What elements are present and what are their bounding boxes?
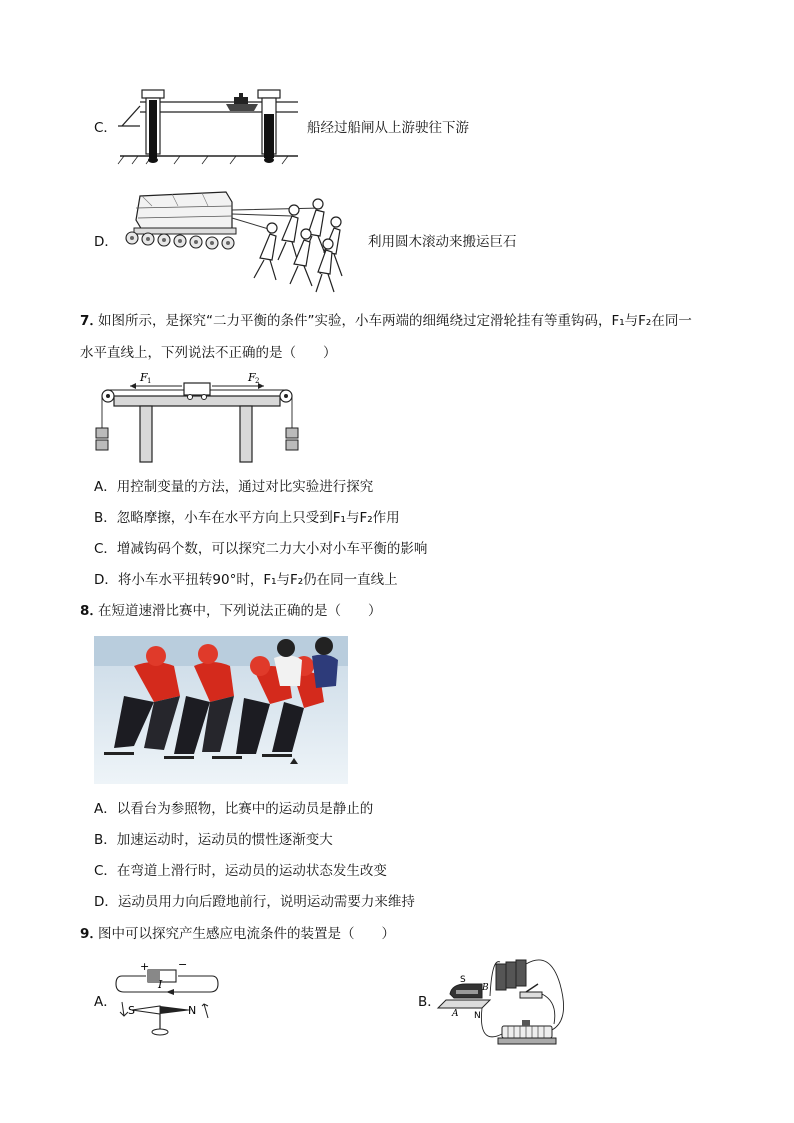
question-7-option-d: D．将小车水平扭转90°时，F₁与F₂仍在同一直线上 <box>94 572 398 588</box>
ship-lock-figure <box>118 84 304 170</box>
magnet-n-label: N <box>474 1011 481 1021</box>
question-8-option-d: D．运动员用力向后蹬地前行，说明运动需要力来维持 <box>94 894 415 910</box>
question-8-option-c: C．在弯道上滑行时，运动员的运动状态发生改变 <box>94 863 387 879</box>
force-balance-figure <box>92 372 304 464</box>
question-7-stem-line2: 水平直线上，下列说法不正确的是（ ） <box>80 345 337 361</box>
question-7-number: 7． <box>80 313 103 329</box>
question-7-option-b: B．忽略摩擦，小车在水平方向上只受到F₁与F₂作用 <box>94 510 400 526</box>
rolling-logs-figure <box>122 188 368 296</box>
question-7-option-c: C．增减钩码个数，可以探究二力大小对小车平衡的影响 <box>94 541 428 557</box>
magnet-s-label: S <box>460 975 466 985</box>
motor-experiment-figure <box>438 954 572 1050</box>
oersted-experiment-figure <box>116 958 220 1038</box>
option-d-caption: 利用圆木滚动来搬运巨石 <box>368 234 517 250</box>
question-9-stem: 图中可以探究产生感应电流条件的装置是（ ） <box>98 926 395 942</box>
question-8-option-b: B．加速运动时，运动员的惯性逐渐变大 <box>94 832 333 848</box>
compass-n-label: N <box>188 1004 197 1017</box>
question-9-option-b-label: B． <box>418 994 441 1010</box>
compass-s-label: S <box>128 1004 135 1017</box>
option-c-label: C． <box>94 120 117 136</box>
question-8-stem: 在短道速滑比赛中，下列说法正确的是（ ） <box>98 603 382 619</box>
option-c-caption: 船经过船闸从上游驶往下游 <box>307 120 469 136</box>
question-8-number: 8． <box>80 603 103 619</box>
question-9-number: 9． <box>80 926 103 942</box>
question-9-option-a-label: A． <box>94 994 117 1010</box>
speed-skating-photo <box>94 636 348 784</box>
force-f1-subscript: 1 <box>147 377 152 385</box>
battery-minus-label: − <box>178 958 188 971</box>
force-f2-subscript: 2 <box>255 377 260 385</box>
rod-b-label: B <box>482 983 489 993</box>
current-label: I <box>158 978 163 991</box>
battery-plus-label: + <box>140 960 150 973</box>
force-f2-label: F <box>248 371 256 384</box>
question-8-option-a: A．以看台为参照物，比赛中的运动员是静止的 <box>94 801 374 817</box>
question-7-option-a: A．用控制变量的方法，通过对比实验进行探究 <box>94 479 374 495</box>
option-d-label: D． <box>94 234 118 250</box>
rod-a-label: A <box>452 1009 459 1019</box>
force-f1-label: F <box>140 371 148 384</box>
question-7-stem-line1: 如图所示，是探究“二力平衡的条件”实验，小车两端的细绳绕过定滑轮挂有等重钩码，F₁与F₂在同一 <box>98 313 692 329</box>
